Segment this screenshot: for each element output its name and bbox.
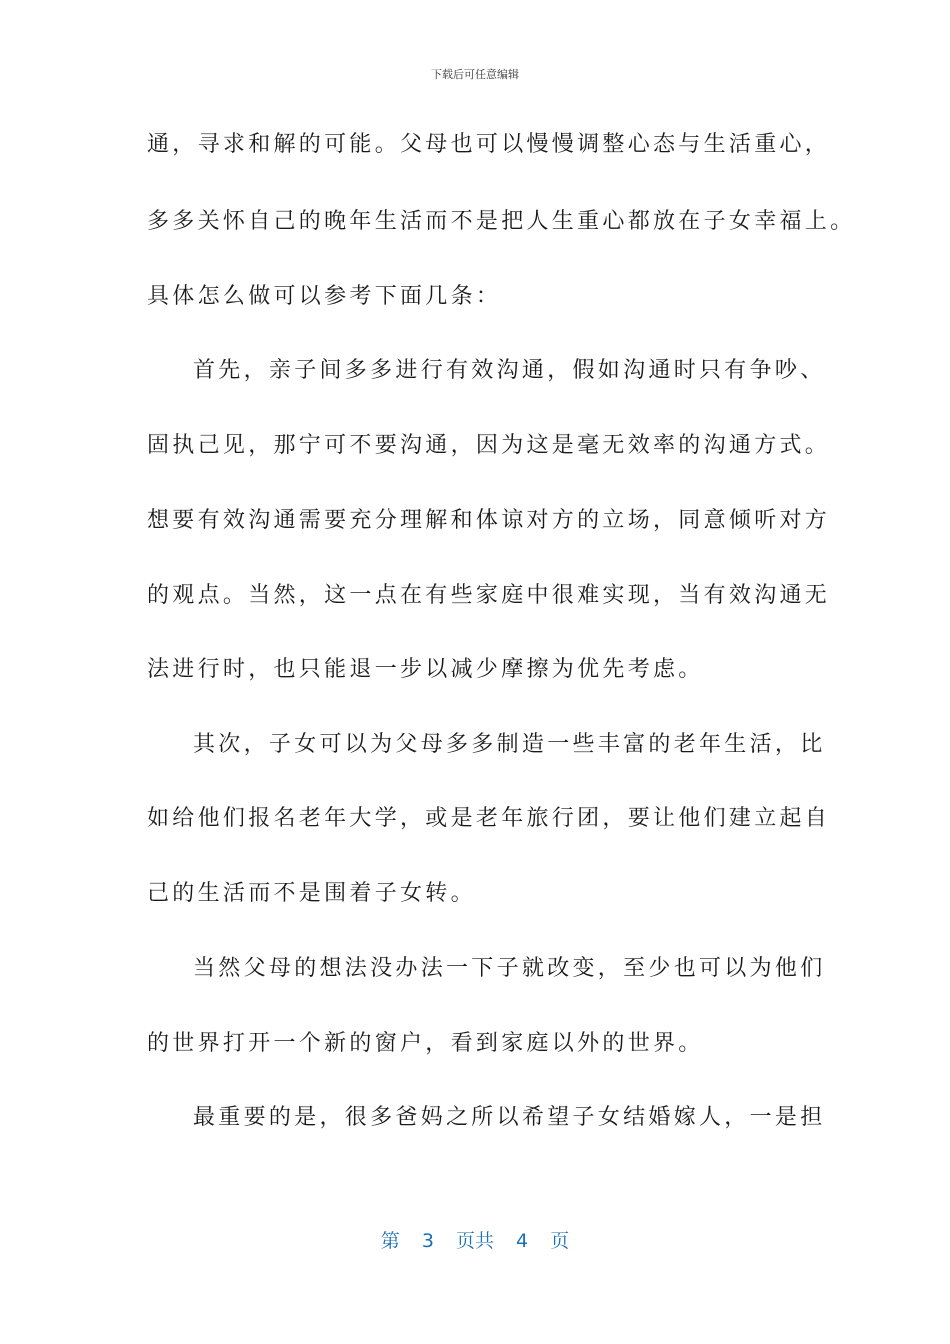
body-line: 的世界打开一个新的窗户，看到家庭以外的世界。 bbox=[147, 1031, 704, 1056]
body-line: 法进行时，也只能退一步以减少摩擦为优先考虑。 bbox=[147, 657, 704, 682]
footer-middle: 页共 bbox=[455, 1230, 494, 1252]
body-line: 具体怎么做可以参考下面几条： bbox=[147, 284, 502, 309]
body-line: 当然父母的想法没办法一下子就改变，至少也可以为他们 bbox=[193, 956, 826, 981]
body-line: 固执己见，那宁可不要沟通，因为这是毫无效率的沟通方式。 bbox=[147, 433, 831, 458]
body-line: 想要有效沟通需要充分理解和体谅对方的立场，同意倾听对方 bbox=[147, 508, 831, 533]
body-line: 首先，亲子间多多进行有效沟通，假如沟通时只有争吵、 bbox=[193, 358, 826, 383]
total-page-number: 4 bbox=[516, 1230, 529, 1252]
current-page-number: 3 bbox=[421, 1230, 434, 1252]
page-footer bbox=[0, 1226, 950, 1253]
body-line: 其次，子女可以为父母多多制造一些丰富的老年生活，比 bbox=[193, 732, 826, 757]
footer-suffix: 页 bbox=[550, 1230, 570, 1252]
body-line: 通，寻求和解的可能。父母也可以慢慢调整心态与生活重心， bbox=[147, 132, 831, 157]
body-line: 己的生活而不是围着子女转。 bbox=[147, 881, 476, 906]
footer-prefix: 第 bbox=[380, 1230, 400, 1252]
body-line: 多多关怀自己的晚年生活而不是把人生重心都放在子女幸福上。 bbox=[147, 209, 856, 234]
body-line: 最重要的是，很多爸妈之所以希望子女结婚嫁人，一是担 bbox=[193, 1105, 826, 1130]
page-header: 下载后可任意编辑 bbox=[431, 68, 519, 81]
body-line: 的观点。当然，这一点在有些家庭中很难实现，当有效沟通无 bbox=[147, 583, 831, 608]
body-line: 如给他们报名老年大学，或是老年旅行团，要让他们建立起自 bbox=[147, 806, 831, 831]
